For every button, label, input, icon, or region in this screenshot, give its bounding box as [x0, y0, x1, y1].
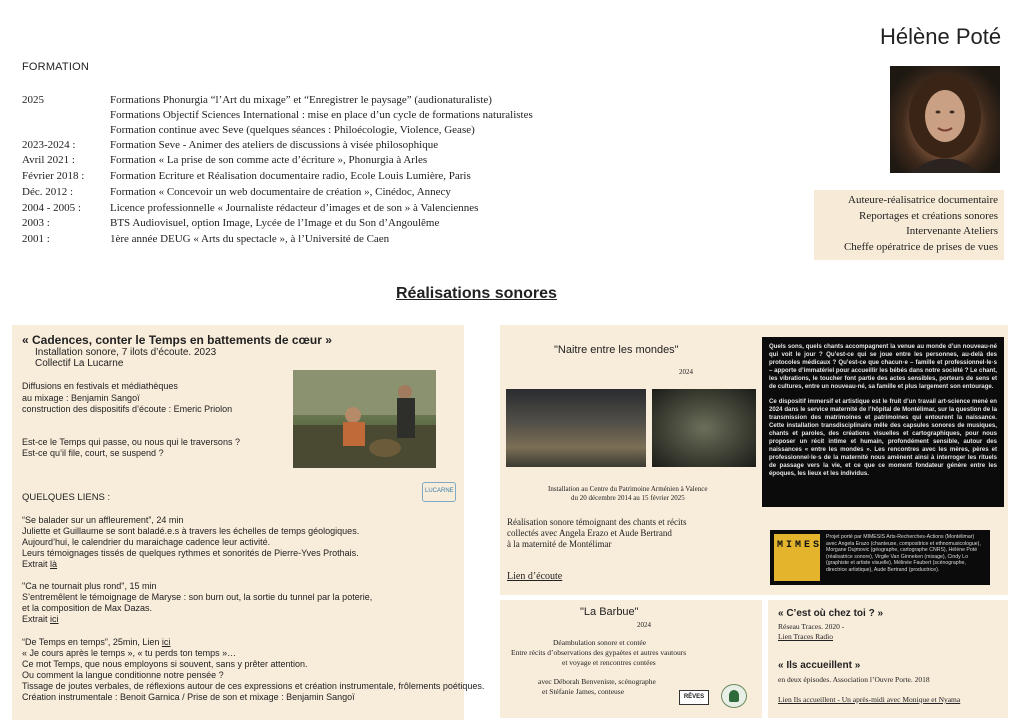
link2-extrait — [22, 614, 59, 626]
formation-year: Avril 2021 : — [22, 154, 75, 166]
formation-text: Formations Phonurgia “l’Art du mixage” et “Enregistrer le paysage” (audionaturaliste) — [110, 94, 492, 106]
link3-line: Ou comment la langue conditionne notre pensée ? — [22, 670, 224, 680]
link3-line: « Je cours après le temps », « tu perds ton temps »… — [22, 648, 237, 658]
question-line: Est-ce qu’il file, court, se suspend ? — [22, 448, 164, 458]
parc-logo-mark — [729, 690, 739, 702]
la-lucarne-logo — [422, 482, 456, 502]
link2-title: "Ca ne tournait plus rond", 15 min — [22, 581, 157, 591]
link1-extrait — [22, 559, 57, 571]
formation-text: Formations Objectif Sciences International : mise en place d’un cycle de formations naturalistes — [110, 109, 533, 121]
formation-text: Formation Ecriture et Réalisation documentaire radio, Ecole Louis Lumière, Paris — [110, 170, 471, 182]
formation-text: 1ère année DEUG « Arts du spectacle », à l’Université de Caen — [110, 233, 390, 245]
question-line: Est-ce le Temps qui passe, ou nous qui le traversons ? — [22, 437, 240, 447]
ils-accueillent-line: en deux épisodes. Association l’Ouvre Porte. 2018 — [778, 675, 930, 684]
portrait-illustration — [890, 66, 1000, 173]
naitre-desc: collectés avec Angela Erazo et Aude Bertrand — [507, 528, 672, 538]
formation-text: Licence professionnelle « Journaliste rédacteur d’images et de son » à Valenciennes — [110, 202, 479, 214]
link2-line: et la composition de Max Dazas. — [22, 603, 153, 613]
cadences-title: « Cadences, conter le Temps en battements de cœur » — [22, 333, 332, 347]
link1-line: Aujourd’hui, le calendrier du maraichage cadence leur activité. — [22, 537, 271, 547]
link1-title: “Se balader sur un affleurement”, 24 min — [22, 515, 184, 525]
cadences-subtitle: Installation sonore, 7 ilots d’écoute. 2023 — [35, 347, 217, 358]
links-heading: QUELQUES LIENS : — [22, 492, 111, 503]
formation-year: 2025 — [22, 94, 44, 106]
role-line: Auteure-réalisatrice documentaire — [848, 194, 998, 206]
installation-photo-1 — [506, 389, 646, 467]
barbue-line: Entre récits d’observations des gypaètes et autres vautours — [511, 648, 687, 657]
link3-title-text: “De Temps en temps”, 25min, Lien — [22, 637, 160, 647]
naitre-caption: du 20 décembre 2014 au 15 février 2025 — [571, 494, 685, 502]
cadences-collective: Collectif La Lucarne — [35, 358, 124, 369]
barbue-with: avec Déborah Benveniste, scénographe — [538, 677, 656, 686]
naitre-desc: Réalisation sonore témoignant des chants et récits — [507, 517, 687, 527]
mimesis-box — [770, 530, 990, 585]
role-line: Reportages et créations sonores — [859, 209, 998, 222]
formation-year: Février 2018 : — [22, 170, 85, 182]
chez-toi-title: « C’est où chez toi ? » — [778, 608, 884, 619]
ils-accueillent-link[interactable]: Lien Ils accueillent - Un après-midi avec Monique et Nyama — [778, 695, 961, 704]
naitre-paragraph: Ce dispositif immersif et artistique est le fruit d’un travail art-science mené en 2024 dans le service maternité de l’hôpital de Montélimar, sur la question de la transmission des matrimoines et patrimoines qui entourent la naissance. Cette installation transdisciplinaire mêle des capsules sonores de musiques, chants et paroles, des créations visuelles et cartographiques, pour nous proposer un récit intime et humain, profondément sensible, autour des naissances « entre les mondes ». Les rencontres avec les mères, pères et professionnel·le·s de la maternité nous amènent ainsi à interroger les rituels de passage vers la vie, et ce que ce moment fondateur génère entre les époques, les lieux et les individus. — [769, 397, 997, 478]
ils-accueillent-title: « Ils accueillent » — [778, 660, 861, 671]
section-title: Réalisations sonores — [396, 285, 557, 302]
portrait-photo — [890, 66, 1000, 173]
naitre-paragraph: Quels sons, quels chants accompagnent la venue au monde d’un nouveau-né qui voit le jour ? Qu’est-ce qui se joue entre les personnes, au-delà des protocoles médicaux ? Qu’est-ce que chacun·e – famille et professionnel·le·s – apporte d’immatériel pour accueillir les bébés dans notre société ? Le chant, les vibrations, le toucher font partie des actes sensibles, porteurs de sens et de cultures, entre un nouveau-né, sa famille et plus largement son entourage. — [769, 343, 997, 391]
mimesis-logo: MIMESIS — [774, 534, 820, 581]
link3-link[interactable]: ici — [161, 637, 171, 647]
formation-year: 2004 - 2005 : — [22, 202, 81, 214]
mimesis-credits: Projet porté par MIMESIS Arts-Recherches-Actions (Montélimar) avec Angela Erazo (chanteuse, compositrice et ethnomusicologue), Morgane Dujmovic (géographe, cartographe CNRS), Hélène Poté (réalisatrice sonore), Virgile Van Ginneken (mixage), Cindy Lo (graphiste et artiste visuelle), Mélinée Faubert (scénographe, directrice artistique), Aude Bertrand (productrice). — [826, 534, 981, 573]
link3-line: Création instrumentale : Benoit Garnica / Prise de son et mixage : Benjamin Sangoï — [22, 692, 355, 702]
naitre-year: 2024 — [679, 368, 693, 376]
barbue-line: et voyage et rencontres contées — [562, 658, 656, 667]
formation-text: Formation continue avec Seve (quelques séances : Philoécologie, Violence, Gease) — [110, 124, 475, 136]
diffusion-line: au mixage : Benjamin Sangoï — [22, 393, 140, 403]
extrait-label: Extrait — [22, 559, 48, 569]
cadences-photo-scene — [293, 370, 436, 468]
formation-heading: FORMATION — [22, 61, 89, 73]
barbue-with: et Stéfanie James, conteuse — [542, 687, 625, 696]
listen-link[interactable]: Lien d’écoute — [507, 571, 563, 582]
role-line: Cheffe opératrice de prises de vues — [843, 240, 998, 253]
barbue-title: "La Barbue" — [580, 606, 639, 618]
naitre-title: "Naitre entre les mondes" — [554, 344, 679, 356]
formation-year: 2001 : — [22, 233, 50, 245]
diffusion-line: Diffusions en festivals et médiathèques — [22, 381, 178, 391]
roles-box — [814, 190, 1004, 260]
formation-text: BTS Audiovisuel, option Image, Lycée de l’Image et du Son d’Angoulême — [110, 217, 440, 229]
traces-radio-link[interactable]: Lien Traces Radio — [778, 632, 833, 641]
formation-year: Déc. 2012 : — [22, 186, 74, 198]
installation-photo-2 — [652, 389, 756, 467]
author-name: Hélène Poté — [880, 24, 1002, 49]
naitre-caption: Installation au Centre du Patrimoine Arménien à Valence — [548, 485, 708, 493]
extrait-label: Extrait — [22, 614, 48, 624]
link1-line: Leurs témoignages tissés de quelques rythmes et sonorités de Pierre-Yves Prothais. — [22, 548, 359, 558]
link3-title — [22, 637, 170, 649]
extrait-link[interactable]: là — [50, 559, 58, 569]
formation-text: Formation Seve - Animer des ateliers de discussions à visée philosophique — [110, 139, 439, 151]
chez-toi-line: Réseau Traces. 2020 - — [778, 622, 845, 631]
reves-logo: RÊVES — [679, 690, 709, 705]
formation-text: Formation « Concevoir un web documentaire de création », Cinédoc, Annecy — [110, 186, 451, 198]
barbue-year: 2024 — [637, 621, 651, 629]
role-line: Intervenante Ateliers — [906, 225, 998, 237]
link1-line: Juliette et Guillaume se sont baladé.e.s à travers les échelles de temps géologiques. — [22, 526, 360, 536]
link2-line: S’entremêlent le témoignage de Maryse : son burn out, la sortie du tunnel par la poterie, — [22, 592, 373, 602]
formation-text: Formation « La prise de son comme acte d’écriture », Phonurgia à Arles — [110, 154, 428, 166]
logo-text: LUCARNE — [425, 488, 454, 494]
extrait-link[interactable]: ici — [50, 614, 59, 624]
naitre-desc: à la maternité de Montélimar — [507, 539, 612, 549]
formation-year: 2023-2024 : — [22, 139, 76, 151]
naitre-description-box — [762, 337, 1004, 507]
cadences-photo — [293, 370, 436, 468]
barbue-line: Déambulation sonore et contée — [553, 638, 647, 647]
parc-logo — [721, 684, 747, 708]
link3-line: Tissage de joutes verbales, de réflexions autour de ces expressions et création instrumentale, frôlements poétiques. — [22, 681, 485, 691]
diffusion-line: construction des dispositifs d’écoute : Emeric Priolon — [22, 404, 233, 414]
link3-line: Ce mot Temps, que nous employons si souvent, sans y prêter attention. — [22, 659, 308, 669]
formation-year: 2003 : — [22, 217, 50, 229]
